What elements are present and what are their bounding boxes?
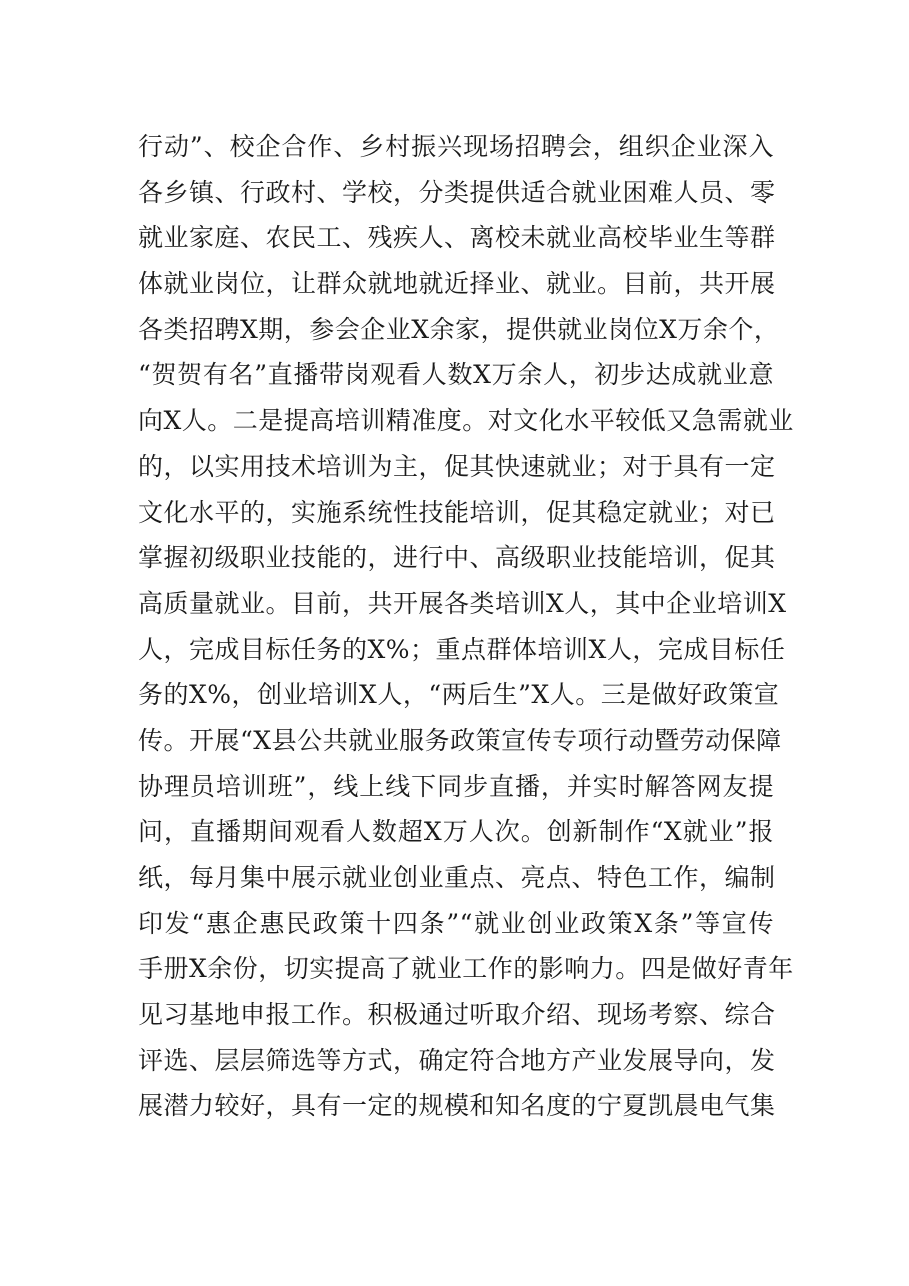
text-line: 人，完成目标任务的X%；重点群体培训X人，完成目标任 bbox=[138, 634, 786, 664]
text-line: 展潜力较好，具有一定的规模和知名度的宁夏凯晨电气集 bbox=[138, 1091, 776, 1121]
text-line: 各乡镇、行政村、学校，分类提供适合就业困难人员、零 bbox=[138, 177, 776, 207]
text-line: 评选、层层筛选等方式，确定符合地方产业发展导向，发 bbox=[138, 1045, 776, 1075]
text-line: 高质量就业。目前，共开展各类培训X人，其中企业培训X bbox=[138, 588, 787, 618]
text-line: 纸，每月集中展示就业创业重点、亮点、特色工作，编制 bbox=[138, 863, 776, 892]
text-line: 各类招聘X期，参会企业X余家，提供就业岗位X万余个， bbox=[138, 314, 780, 344]
text-line: 见习基地申报工作。积极通过听取介绍、现场考察、综合 bbox=[138, 1000, 776, 1030]
text-line: 问，直播期间观看人数超X万人次。创新制作“X就业”报 bbox=[138, 817, 774, 847]
text-line: 体就业岗位，让群众就地就近择业、就业。目前，共开展 bbox=[138, 269, 776, 299]
text-line: 务的X%，创业培训X人，“两后生”X人。三是做好政策宣 bbox=[138, 680, 780, 710]
text-line: 印发“惠企惠民政策十四条”“就业创业政策X条”等宣传 bbox=[138, 908, 774, 938]
body-paragraph bbox=[138, 124, 794, 1129]
text-line: 协理员培训班”，线上线下同步直播，并实时解答网友提 bbox=[138, 771, 774, 801]
text-line: 就业家庭、农民工、残疾人、离校未就业高校毕业生等群 bbox=[138, 223, 776, 253]
text-line: 的，以实用技术培训为主，促其快速就业；对于具有一定 bbox=[138, 451, 776, 481]
text-line: 文化水平的，实施系统性技能培训，促其稳定就业；对已 bbox=[138, 497, 776, 527]
text-line: 向X人。二是提高培训精准度。对文化水平较低又急需就业 bbox=[138, 406, 794, 436]
text-line: 传。开展“X县公共就业服务政策宣传专项行动暨劳动保障 bbox=[138, 725, 782, 755]
text-line: “贺贺有名”直播带岗观看人数X万余人，初步达成就业意 bbox=[138, 360, 774, 390]
text-line: 行动”、校企合作、乡村振兴现场招聘会，组织企业深入 bbox=[138, 132, 774, 161]
text-line: 掌握初级职业技能的，进行中、高级职业技能培训，促其 bbox=[138, 543, 776, 573]
text-line: 手册X余份，切实提高了就业工作的影响力。四是做好青年 bbox=[138, 954, 794, 984]
